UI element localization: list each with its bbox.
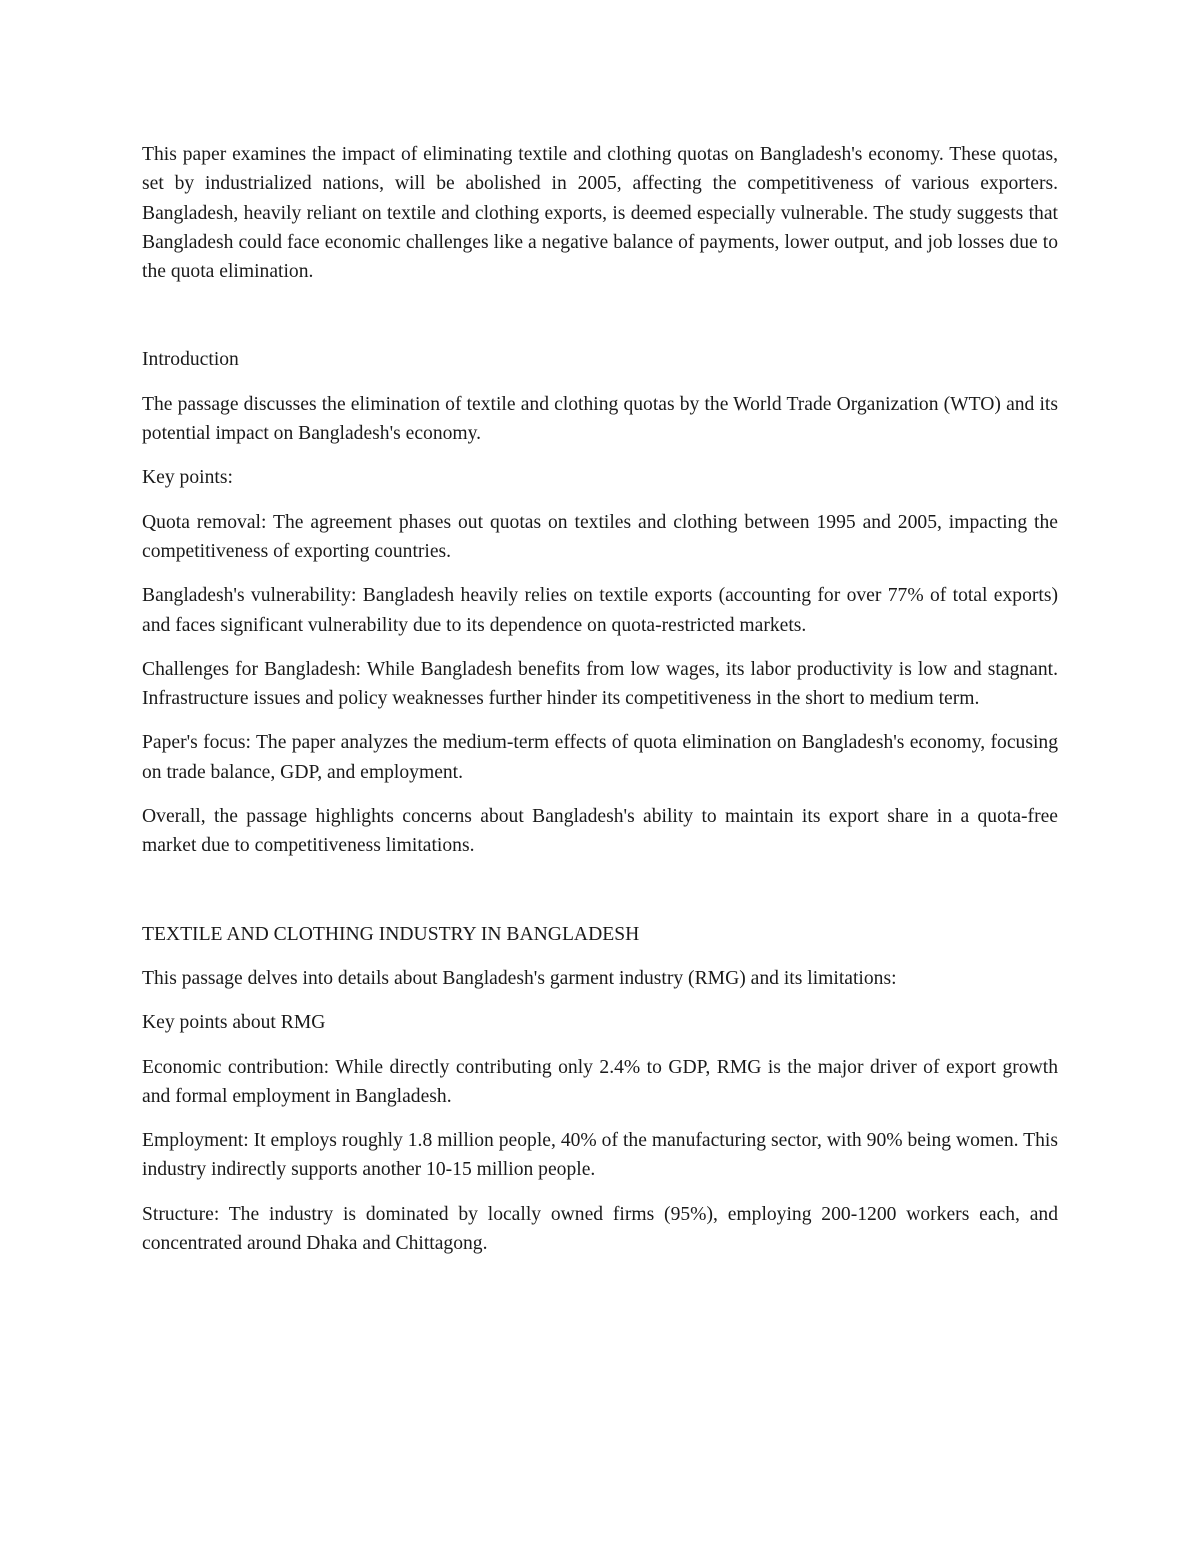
introduction-point-vulnerability: Bangladesh's vulnerability: Bangladesh heavily relies on textile exports (accounting for over 77% of total exports) and faces significant vulnerability due to its dependence on quota-restricted markets. bbox=[142, 585, 1058, 636]
introduction-key-points-label: Key points: bbox=[142, 467, 233, 489]
spacer bbox=[142, 876, 1058, 920]
document-page bbox=[142, 140, 1058, 1273]
industry-heading: TEXTILE AND CLOTHING INDUSTRY IN BANGLADESH bbox=[142, 923, 640, 945]
spacer bbox=[142, 301, 1058, 345]
introduction-lead: The passage discusses the elimination of textile and clothing quotas by the World Trade Organization (WTO) and its potential impact on Bangladesh's economy. bbox=[142, 393, 1058, 445]
industry-key-points-label: Key points about RMG bbox=[142, 1012, 326, 1034]
introduction-point-challenges: Challenges for Bangladesh: While Bangladesh benefits from low wages, its labor productivity is low and stagnant. Infrastructure issues and policy weaknesses further hinder its competitiveness in the short to medium term. bbox=[142, 658, 1058, 710]
introduction-point-papers-focus: Paper's focus: The paper analyzes the medium-term effects of quota elimination on Bangladesh's economy, focusing on trade balance, GDP, and employment. bbox=[142, 732, 1058, 783]
industry-lead: This passage delves into details about Bangladesh's garment industry (RMG) and its limitations: bbox=[142, 967, 897, 989]
introduction-heading: Introduction bbox=[142, 349, 239, 371]
introduction-point-quota-removal: Quota removal: The agreement phases out quotas on textiles and clothing between 1995 and 2005, impacting the competitiveness of exporting countries. bbox=[142, 511, 1058, 562]
industry-point-structure: Structure: The industry is dominated by locally owned firms (95%), employing 200-1200 workers each, and concentrated around Dhaka and Chittagong. bbox=[142, 1203, 1058, 1255]
industry-point-employment: Employment: It employs roughly 1.8 million people, 40% of the manufacturing sector, with 90% being women. This industry indirectly supports another 10-15 million people. bbox=[142, 1130, 1058, 1181]
abstract-paragraph: This paper examines the impact of eliminating textile and clothing quotas on Bangladesh's economy. These quotas, set by industrialized nations, will be abolished in 2005, affecting the competitiveness of various exporters. Bangladesh, heavily reliant on textile and clothing exports, is deemed especially vulnerable. The study suggests that Bangladesh could face economic challenges like a negative balance of payments, lower output, and job losses due to the quota elimination. bbox=[142, 144, 1058, 283]
introduction-overall: Overall, the passage highlights concerns about Bangladesh's ability to maintain its export share in a quota-free market due to competitiveness limitations. bbox=[142, 806, 1058, 857]
industry-point-economic-contribution: Economic contribution: While directly contributing only 2.4% to GDP, RMG is the major driver of export growth and formal employment in Bangladesh. bbox=[142, 1056, 1058, 1107]
